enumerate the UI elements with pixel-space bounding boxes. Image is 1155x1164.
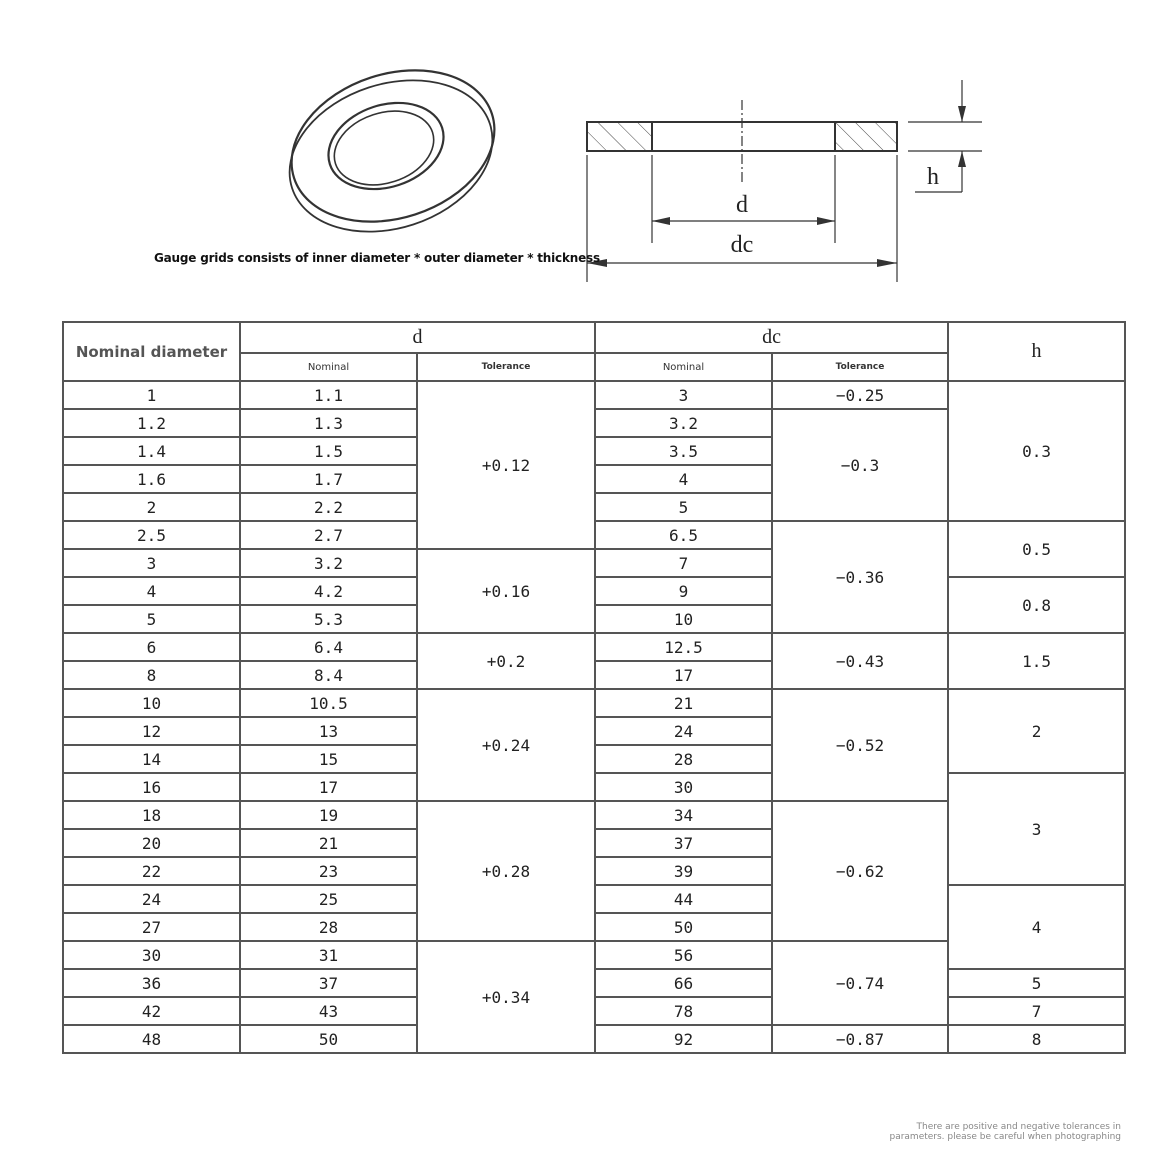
cell-nominal: 18	[63, 801, 240, 829]
cell-dc: 44	[595, 885, 772, 913]
cell-h: 0.3	[948, 381, 1125, 521]
cell-dc-tolerance: −0.87	[772, 1025, 948, 1053]
cell-d: 43	[240, 997, 417, 1025]
cell-d-tolerance: +0.2	[417, 633, 595, 689]
cell-nominal: 30	[63, 941, 240, 969]
header-h: h	[948, 322, 1125, 381]
cell-dc: 92	[595, 1025, 772, 1053]
cell-dc: 6.5	[595, 521, 772, 549]
cell-nominal: 27	[63, 913, 240, 941]
cell-d: 2.7	[240, 521, 417, 549]
cell-nominal: 1.2	[63, 409, 240, 437]
cell-d: 25	[240, 885, 417, 913]
washer-cross-section	[587, 80, 982, 282]
cell-dc: 3.5	[595, 437, 772, 465]
cell-h: 0.8	[948, 577, 1125, 633]
cell-dc-tolerance: −0.62	[772, 801, 948, 941]
label-dc: dc	[730, 232, 754, 258]
cell-dc: 37	[595, 829, 772, 857]
cell-d: 21	[240, 829, 417, 857]
table-row	[63, 689, 1125, 717]
cell-dc: 12.5	[595, 633, 772, 661]
cell-dc: 34	[595, 801, 772, 829]
cell-d: 2.2	[240, 493, 417, 521]
cell-dc: 30	[595, 773, 772, 801]
header-dc-tolerance: Tolerance	[772, 353, 948, 381]
label-h: h	[927, 164, 939, 190]
cell-d: 4.2	[240, 577, 417, 605]
cell-nominal: 10	[63, 689, 240, 717]
cell-dc-tolerance: −0.43	[772, 633, 948, 689]
cell-h: 4	[948, 885, 1125, 969]
cell-h: 1.5	[948, 633, 1125, 689]
cell-d-tolerance: +0.24	[417, 689, 595, 801]
cell-dc: 66	[595, 969, 772, 997]
cell-nominal: 36	[63, 969, 240, 997]
cell-dc-tolerance: −0.36	[772, 521, 948, 633]
header-d-nominal: Nominal	[240, 353, 417, 381]
cell-d: 23	[240, 857, 417, 885]
cell-nominal: 2.5	[63, 521, 240, 549]
cell-d: 13	[240, 717, 417, 745]
cell-dc: 10	[595, 605, 772, 633]
label-d: d	[736, 192, 748, 218]
cell-d: 15	[240, 745, 417, 773]
cell-h: 8	[948, 1025, 1125, 1053]
cell-dc: 78	[595, 997, 772, 1025]
cell-nominal: 4	[63, 577, 240, 605]
cell-dc: 39	[595, 857, 772, 885]
cell-d: 8.4	[240, 661, 417, 689]
cell-h: 0.5	[948, 521, 1125, 577]
cell-nominal: 3	[63, 549, 240, 577]
cell-dc-tolerance: −0.3	[772, 409, 948, 521]
cell-dc-tolerance: −0.25	[772, 381, 948, 409]
cell-dc: 3	[595, 381, 772, 409]
header-d-tolerance: Tolerance	[417, 353, 595, 381]
cell-d: 28	[240, 913, 417, 941]
cell-dc: 21	[595, 689, 772, 717]
cell-d-tolerance: +0.12	[417, 381, 595, 549]
cell-nominal: 1.6	[63, 465, 240, 493]
header-nominal-diameter: Nominal diameter	[63, 322, 240, 381]
cell-d: 37	[240, 969, 417, 997]
cell-h: 5	[948, 969, 1125, 997]
header-d: d	[240, 322, 595, 353]
header-dc: dc	[595, 322, 948, 353]
cell-nominal: 22	[63, 857, 240, 885]
header-dc-nominal: Nominal	[595, 353, 772, 381]
cell-dc: 3.2	[595, 409, 772, 437]
cell-nominal: 20	[63, 829, 240, 857]
cell-dc: 28	[595, 745, 772, 773]
cell-dc: 7	[595, 549, 772, 577]
cell-h: 3	[948, 773, 1125, 885]
cell-d-tolerance: +0.16	[417, 549, 595, 633]
cell-nominal: 42	[63, 997, 240, 1025]
cell-d: 1.1	[240, 381, 417, 409]
cell-dc: 17	[595, 661, 772, 689]
cell-d-tolerance: +0.28	[417, 801, 595, 941]
cell-h: 7	[948, 997, 1125, 1025]
cell-dc: 5	[595, 493, 772, 521]
cell-dc-tolerance: −0.52	[772, 689, 948, 801]
cell-nominal: 5	[63, 605, 240, 633]
cell-dc: 50	[595, 913, 772, 941]
cell-nominal: 8	[63, 661, 240, 689]
cell-d: 50	[240, 1025, 417, 1053]
cell-h: 2	[948, 689, 1125, 773]
footnote-line-2: parameters. please be careful when photographing	[889, 1132, 1121, 1142]
cell-d: 6.4	[240, 633, 417, 661]
cell-nominal: 1	[63, 381, 240, 409]
cell-dc: 4	[595, 465, 772, 493]
table-row	[63, 381, 1125, 409]
cell-dc: 56	[595, 941, 772, 969]
cell-d: 5.3	[240, 605, 417, 633]
cell-nominal: 24	[63, 885, 240, 913]
cell-dc: 24	[595, 717, 772, 745]
cell-d: 1.5	[240, 437, 417, 465]
cell-d: 1.3	[240, 409, 417, 437]
cell-d: 1.7	[240, 465, 417, 493]
cell-d: 31	[240, 941, 417, 969]
cell-d: 17	[240, 773, 417, 801]
cell-d-tolerance: +0.34	[417, 941, 595, 1053]
footnote-line-1: There are positive and negative tolerances in	[916, 1122, 1121, 1132]
cell-d: 3.2	[240, 549, 417, 577]
cell-d: 19	[240, 801, 417, 829]
footnote	[821, 1122, 1121, 1142]
cell-dc-tolerance: −0.74	[772, 941, 948, 1025]
washer-3d-view	[270, 45, 514, 256]
cell-dc: 9	[595, 577, 772, 605]
cell-nominal: 12	[63, 717, 240, 745]
cell-nominal: 16	[63, 773, 240, 801]
cell-d: 10.5	[240, 689, 417, 717]
cell-nominal: 2	[63, 493, 240, 521]
diagram-caption: Gauge grids consists of inner diameter * outer diameter * thickness	[154, 251, 600, 265]
cell-nominal: 48	[63, 1025, 240, 1053]
table-row	[63, 633, 1125, 661]
cell-nominal: 6	[63, 633, 240, 661]
cell-nominal: 1.4	[63, 437, 240, 465]
washer-spec-table	[62, 321, 1126, 1054]
cell-nominal: 14	[63, 745, 240, 773]
